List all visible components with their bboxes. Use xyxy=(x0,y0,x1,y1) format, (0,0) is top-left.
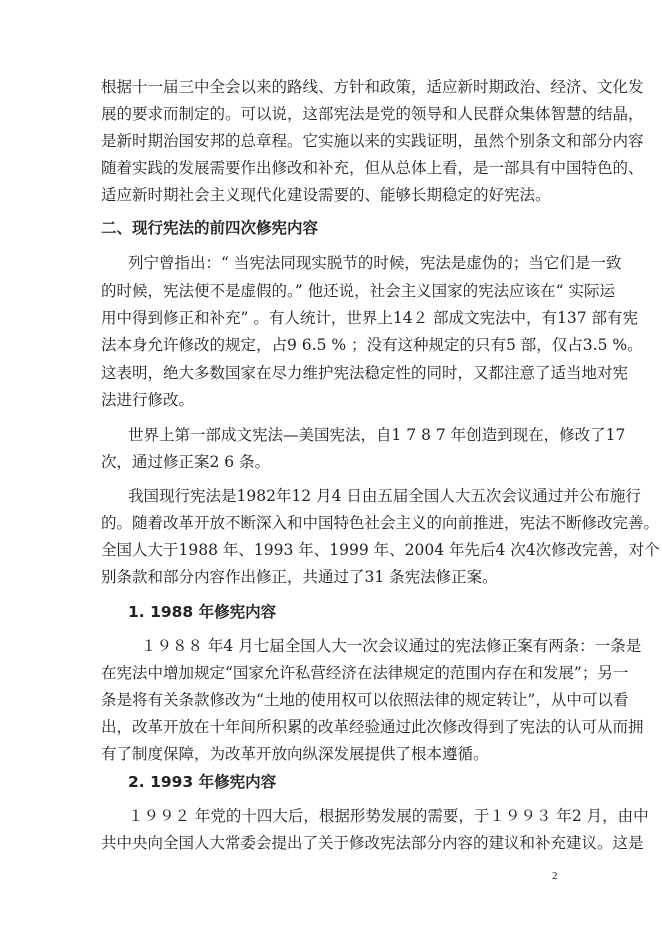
text-line: 根据十一届三中全会以来的路线、方针和政策，适应新时期政治、经济、文化发 xyxy=(101,78,644,96)
text-line: 是新时期治国安邦的总章程。它实施以来的实践证明，虽然个别条文和部分内容 xyxy=(101,132,644,150)
subsection-heading: 2. 1993 年修宪内容 xyxy=(128,773,277,791)
text-line: １９８８ 年4 月七届全国人大一次会议通过的宪法修正案有两条：一条是 xyxy=(141,637,642,655)
text-line: 世界上第一部成文宪法—美国宪法，自1 7 8 7 年创造到现在，修改了17 xyxy=(128,426,626,444)
text-line: 全国人大于1988 年、1993 年、1999 年、2004 年先后4 次4次修改完善，对个 xyxy=(101,541,660,559)
text-line: 别条款和部分内容作出修正，共通过了31 条宪法修正案。 xyxy=(101,568,498,586)
text-line: 共中央向全国人大常委会提出了关于修改宪法部分内容的建议和补充建议。这是 xyxy=(101,834,644,852)
page-number: 2 xyxy=(552,870,558,882)
text-line: 展的要求而制定的。可以说，这部宪法是党的领导和人民群众集体智慧的结晶， xyxy=(101,105,644,123)
text-line: 用中得到修正和补充” 。有人统计，世界上14２ 部成文宪法中，有137 部有宪 xyxy=(101,309,639,327)
section-heading: 二、现行宪法的前四次修宪内容 xyxy=(101,219,319,237)
text-line: 在宪法中增加规定“国家允许私营经济在法律规定的范围内存在和发展”；另一 xyxy=(101,664,629,682)
text-line: 次，通过修正案2 6 条。 xyxy=(101,453,271,471)
text-line: 法本身允许修改的规定，占9 6.5 % ；没有这种规定的只有5 部，仅占3.5 %。 xyxy=(101,336,643,354)
text-line: 条是将有关条款修改为“土地的使用权可以依照法律的规定转让”，从中可以看 xyxy=(101,691,629,709)
text-line: 出，改革开放在十年间所积累的改革经验通过此次修改得到了宪法的认可从而拥 xyxy=(101,718,644,736)
text-line: 列宁曾指出：“ 当宪法同现实脱节的时候，宪法是虚伪的；当它们是一致 xyxy=(128,254,622,272)
subsection-heading: 1. 1988 年修宪内容 xyxy=(128,603,277,621)
text-line: 适应新时期社会主义现代化建设需要的、能够长期稳定的好宪法。 xyxy=(101,186,551,204)
text-line: 随着实践的发展需要作出修改和补充，但从总体上看，是一部具有中国特色的、 xyxy=(101,159,644,177)
text-line: １９９２ 年党的十四大后，根据形势发展的需要，于１９９３ 年2 月，由中 xyxy=(128,807,649,825)
text-line: 的时候，宪法便不是虚假的。” 他还说，社会主义国家的宪法应该在“ 实际运 xyxy=(101,282,615,300)
text-line: 法进行修改。 xyxy=(101,391,195,409)
text-line: 我国现行宪法是1982年12 月4 日由五届全国人大五次会议通过并公布施行 xyxy=(128,487,641,505)
text-line: 这表明，绝大多数国家在尽力维护宪法稳定性的同时，又都注意了适当地对宪 xyxy=(101,364,629,382)
text-line: 有了制度保障，为改革开放向纵深发展提供了根本遵循。 xyxy=(101,745,489,763)
text-line: 的。随着改革开放不断深入和中国特色社会主义的向前推进，宪法不断修改完善。 xyxy=(101,514,660,532)
